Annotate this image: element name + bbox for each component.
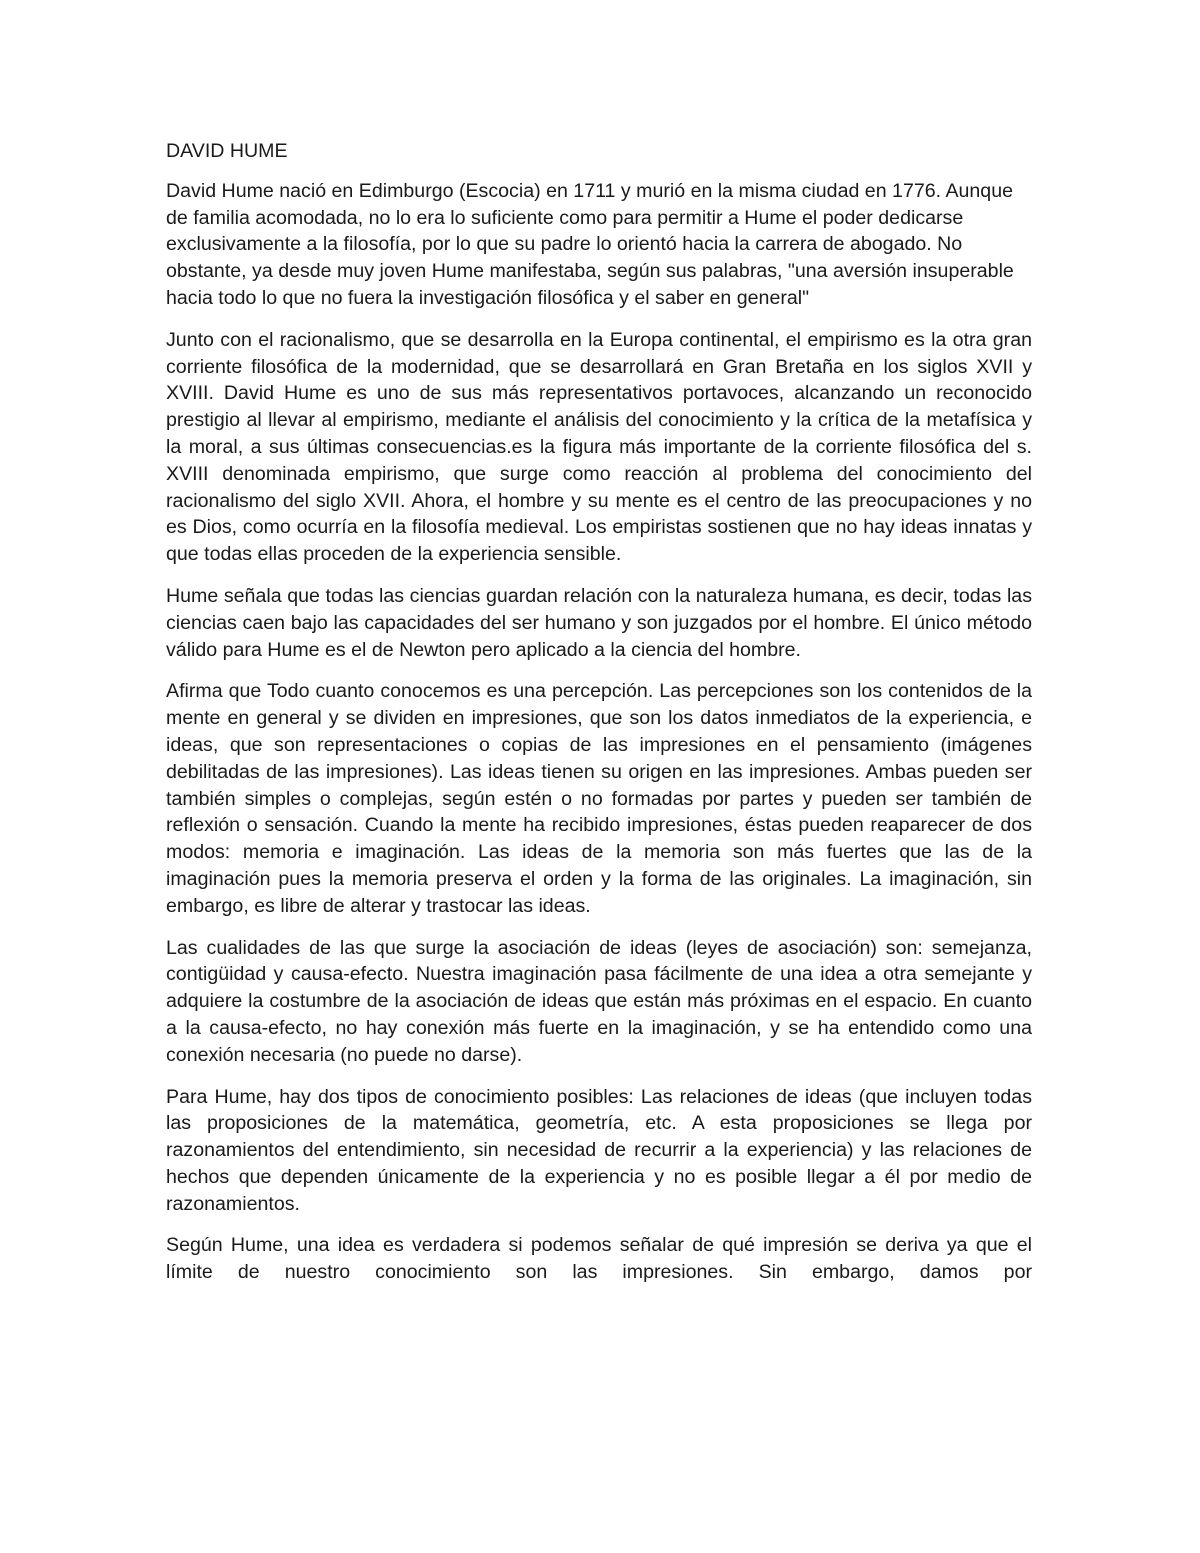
paragraph-knowledge-types: Para Hume, hay dos tipos de conocimiento posibles: Las relaciones de ideas (que incluyen todas las proposiciones de la matemática, geometría, etc. A esta proposiciones se llega por razonamientos del entendimiento, sin necesidad de recurrir a la experiencia) y las relaciones de hechos que dependen únicamente de la experiencia y no es posible llegar a él por medio de razonamientos. bbox=[166, 1085, 1032, 1215]
paragraph-association: Las cualidades de las que surge la asociación de ideas (leyes de asociación) son: semejanza, contigüidad y causa-efecto. Nuestra imaginación pasa fácilmente de una idea a otra semejante y adquiere la costumbre de la asociación de ideas que están más próximas en el espacio. En cuanto a la causa-efecto, no hay conexión más fuerte en la imaginación, y se ha entendido como una conexión necesaria (no puede no darse). bbox=[166, 936, 1032, 1066]
paragraph-human-nature: Hume señala que todas las ciencias guardan relación con la naturaleza humana, es decir, todas las ciencias caen bajo las capacidades del ser humano y son juzgados por el hombre. El único método válido para Hume es el de Newton pero aplicado a la ciencia del hombre. bbox=[166, 584, 1032, 661]
document-title: DAVID HUME bbox=[166, 140, 288, 162]
paragraph-perceptions: Afirma que Todo cuanto conocemos es una percepción. Las percepciones son los contenidos de la mente en general y se dividen en impresiones, que son los datos inmediatos de la experiencia, e ideas, que son representaciones o copias de las impresiones en el pensamiento (imágenes debilitadas de las impresiones). Las ideas tienen su origen en las impresiones. Ambas pueden ser también simples o complejas, según estén o no formadas por partes y pueden ser también de reflexión o sensación. Cuando la mente ha recibido impresiones, éstas pueden reaparecer de dos modos: memoria e imaginación. Las ideas de la memoria son más fuertes que las de la imaginación pues la memoria preserva el orden y la forma de las originales. La imaginación, sin embargo, es libre de alterar y trastocar las ideas. bbox=[166, 680, 1032, 917]
paragraph-biography: David Hume nació en Edimburgo (Escocia) en 1711 y murió en la misma ciudad en 1776. Aunque de familia acomodada, no lo era lo suficiente como para permitir a Hume el poder dedicarse exclusivamente a la filosofía, por lo que su padre lo orientó hacia la carrera de abogado. No obstante, ya desde muy joven Hume manifestaba, según sus palabras, "una aversión insuperable hacia todo lo que no fuera la investigación filosófica y el saber en general" bbox=[166, 179, 1014, 309]
paragraph-empiricism: Junto con el racionalismo, que se desarrolla en la Europa continental, el empirismo es la otra gran corriente filosófica de la modernidad, que se desarrollará en Gran Bretaña en los siglos XVII y XVIII. David Hume es uno de sus más representativos portavoces, alcanzando un reconocido prestigio al llevar al empirismo, mediante el análisis del conocimiento y la crítica de la metafísica y la moral, a sus últimas consecuencias.es la figura más importante de la corriente filosófica del s. XVIII denominada empirismo, que surge como reacción al problema del conocimiento del racionalismo del siglo XVII. Ahora, el hombre y su mente es el centro de las preocupaciones y no es Dios, como ocurría en la filosofía medieval. Los empiristas sostienen que no hay ideas innatas y que todas ellas proceden de la experiencia sensible. bbox=[166, 328, 1032, 566]
paragraph-truth: Según Hume, una idea es verdadera si podemos señalar de qué impresión se deriva ya que el límite de nuestro conocimiento son las impresiones. Sin embargo, damos por bbox=[166, 1234, 1032, 1284]
document-page bbox=[166, 138, 1032, 1301]
